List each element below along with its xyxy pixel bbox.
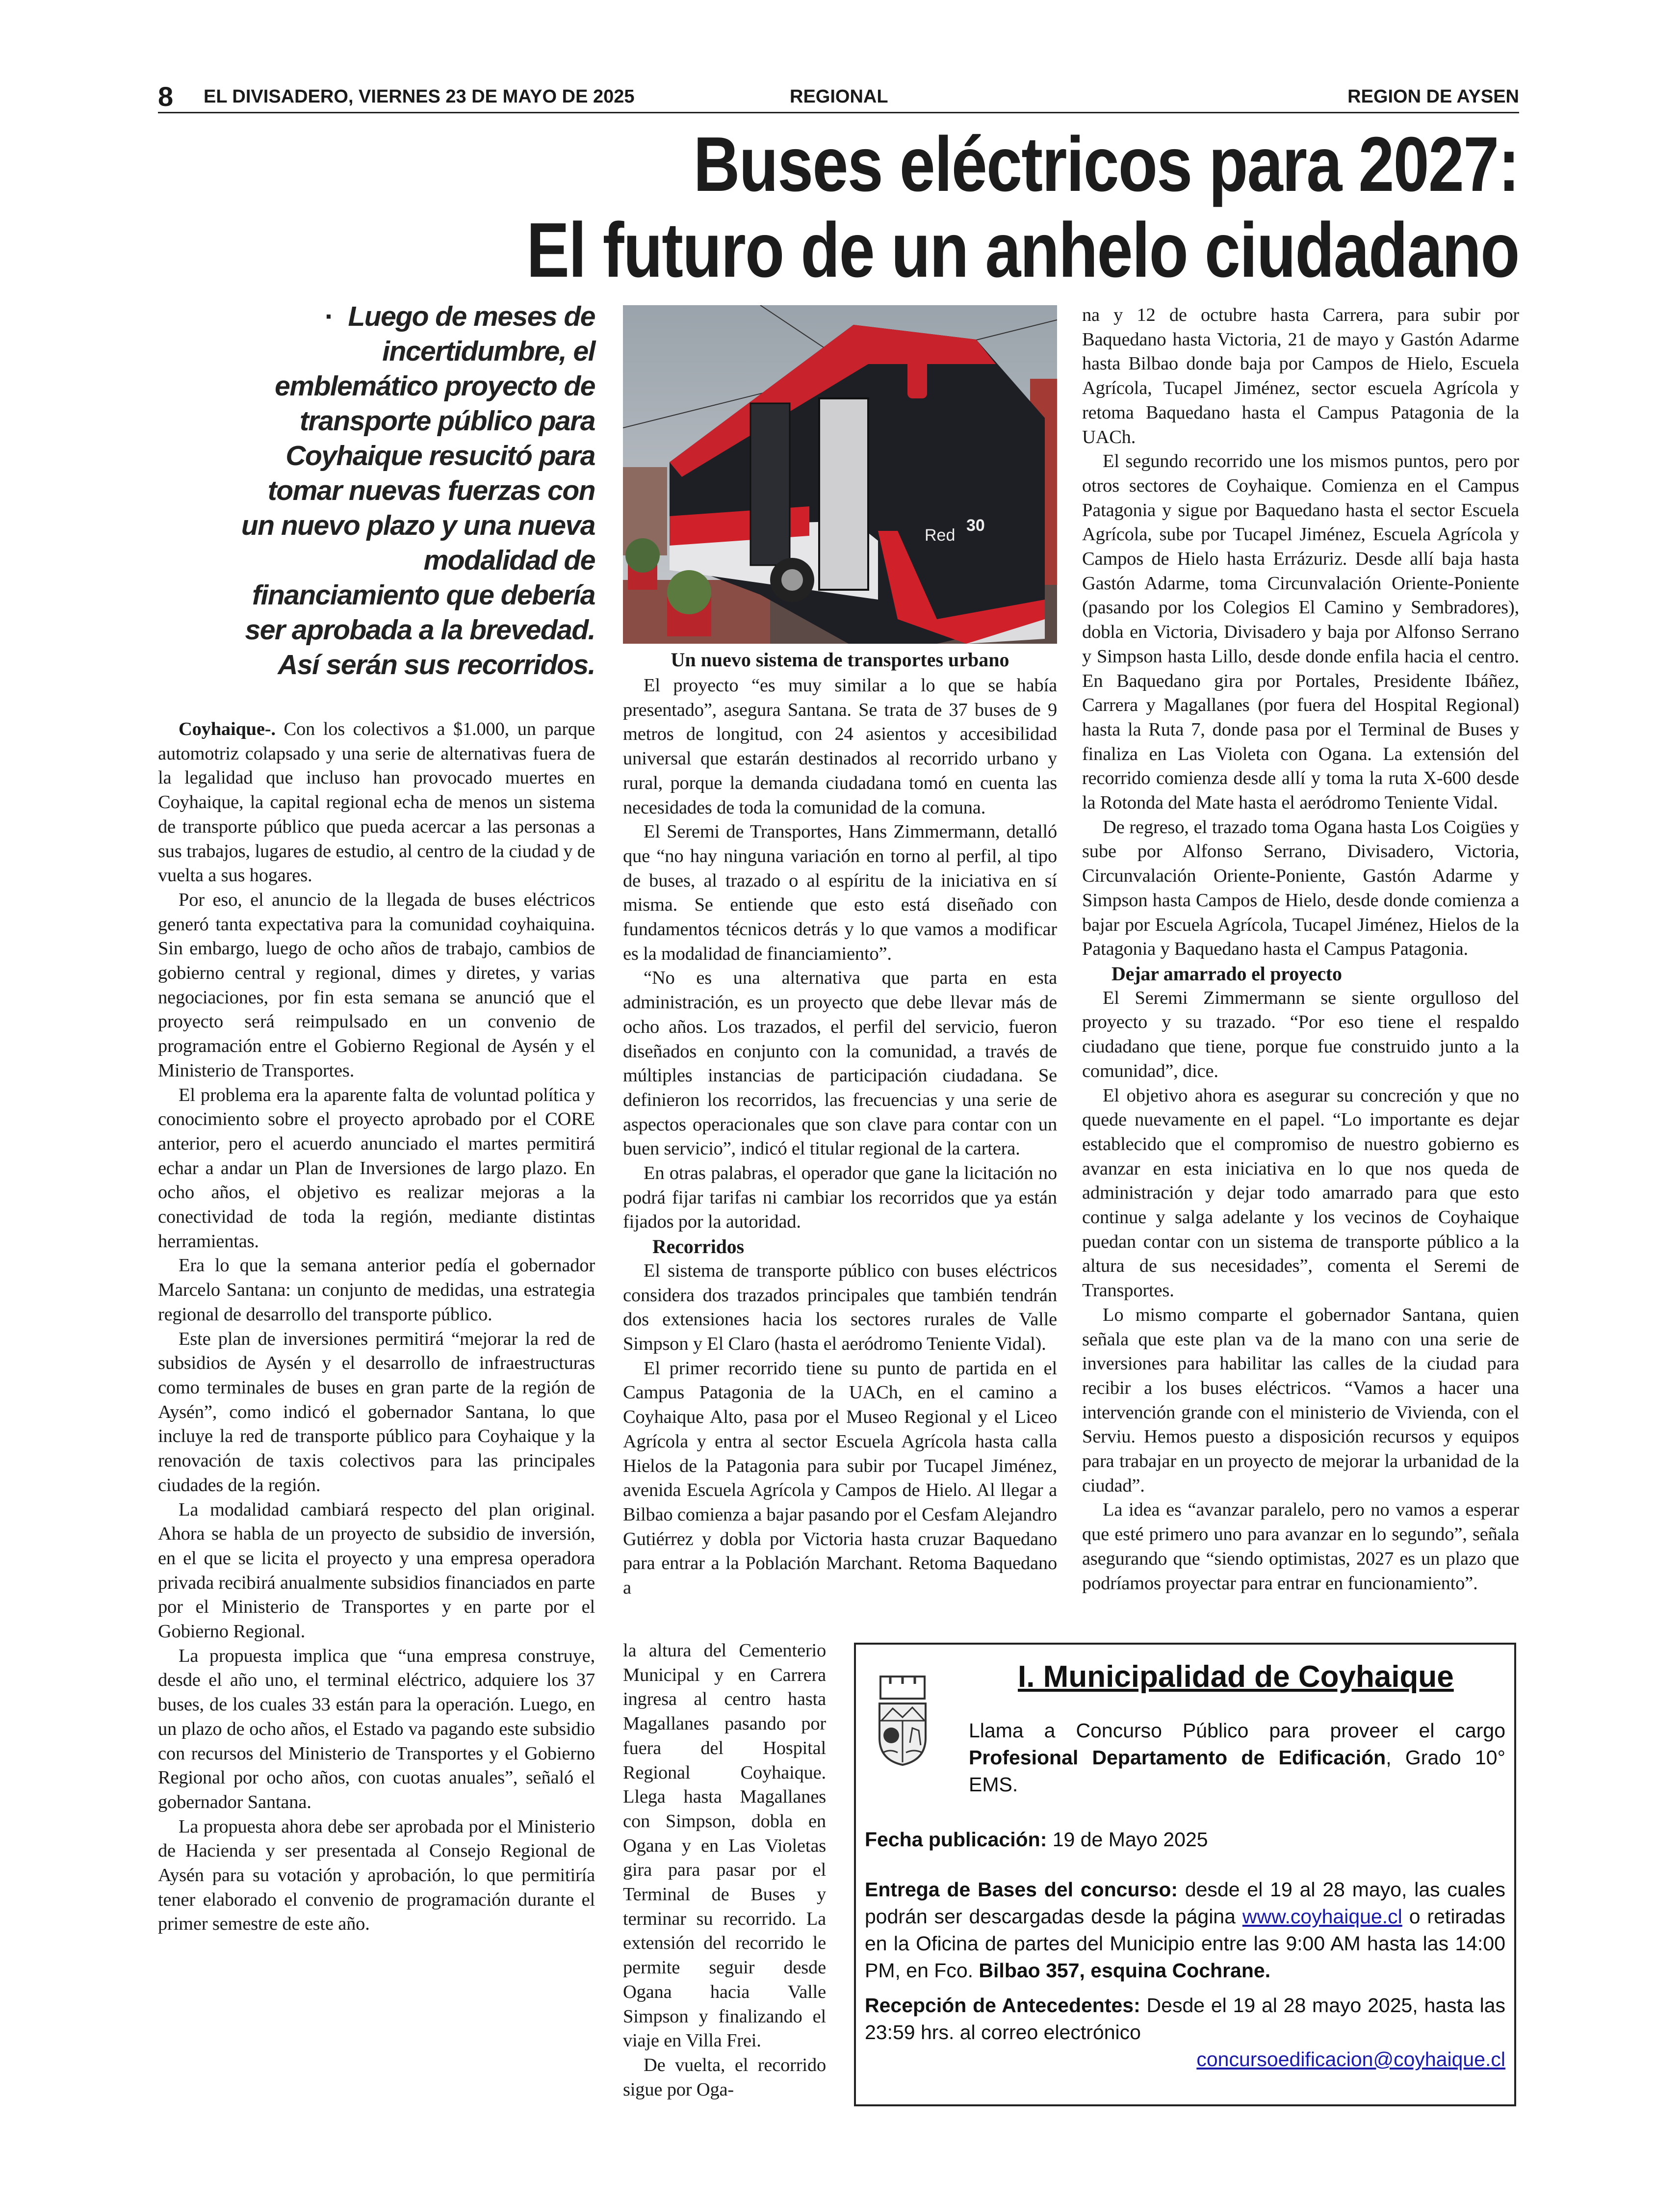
paragraph: La modalidad cambiará respecto del plan original. Ahora se habla de un proyecto de subsidio de inversión, en el que se licita el proyecto y una empresa operadora privada recibirá anualmente subsidios financiados en parte por el Ministerio de Transportes y en parte por el Gobierno Regional. [158, 1499, 595, 1642]
header-rule [158, 112, 1519, 113]
paragraph: El proyecto “es muy similar a lo que se había presentado”, asegura Santana. Se trata de 37 buses de 9 metros de longitud, con 24 asientos y accesibilidad universal que estarán destinados al recorrido urbano y rural, porque la demanda ciudadana tomó en cuenta las necesidades de toda la comunidad de la comuna. [623, 675, 1057, 818]
paragraph: Era lo que la semana anterior pedía el gobernador Marcelo Santana: un conjunto de medidas, una estrategia regional de desarrollo del transporte público. [158, 1255, 595, 1325]
municipal-ad [854, 1643, 1516, 2106]
fecha-value: 19 de Mayo 2025 [1047, 1828, 1208, 1851]
paragraph: Por eso, el anuncio de la llegada de buses eléctricos generó tanta expectativa para la comunidad coyhaiquina. Sin embargo, luego de ocho años de trabajo, cambios de gobierno central y regional, dimes y diretes, y varias negociaciones, por fin esta semana se anunció que el proyecto será reimpulsado en un convenio de programación entre el Gobierno Regional de Aysén y el Ministerio de Transportes. [158, 889, 595, 1081]
coat-of-arms-icon [876, 1674, 930, 1767]
paragraph: De regreso, el trazado toma Ogana hasta Los Coigües y sube por Alfonso Serrano, Divisadero, Victoria, Circunvalación Oriente-Poniente, Gastón Adarme y Simpson hasta Campos de Hielo, desde donde comienza a bajar por Escuela Agrícola, Tucapel Jiménez, Hielos de la Patagonia y Baquedano hasta el Campus Patagonia. [1082, 816, 1519, 960]
email-link[interactable]: concursoedificacion@coyhaique.cl [1196, 2048, 1505, 2071]
bus-photo [623, 305, 1057, 644]
bus-route-number: 30 [966, 516, 985, 535]
paragraph: La propuesta implica que “una empresa construye, desde el año uno, el terminal eléctrico, adquiere los 37 buses, de los cuales 33 están para la operación. Luego, en un plazo de ocho años, el Estado va pagando este subsidio con recursos del Ministerio de Transportes y el Gobierno Regional por ocho años, con cuotas anuales”, señaló el gobernador Santana. [158, 1645, 595, 1812]
fecha-label: Fecha publicación: [865, 1828, 1047, 1851]
paragraph: En otras palabras, el operador que gane la licitación no podrá fijar tarifas ni cambiar los recorridos que ya están fijados por la autoridad. [623, 1163, 1057, 1232]
article-deck [231, 299, 595, 682]
ad-title: I. Municipalidad de Coyhaique [1018, 1660, 1454, 1694]
paragraph: El segundo recorrido une los mismos puntos, pero por otros sectores de Coyhaique. Comienza en el Campus Patagonia y sigue por Baquedano hasta el sector Escuela Agrícola, sube por Tucapel Jiménez, Escuela Agrícola y Campos de Hielo hasta Errázuriz. Desde allí baja hasta Gastón Adarme, toma Circunvalación Oriente-Poniente (pasando por los Colegios El Camino y Sembradores), dobla en Victoria, Divisadero y baja por Alfonso Serrano y Simpson hasta Lillo, desde donde enfila hacia el centro. En Baquedano gira por Portales, Presidente Ibáñez, Carrera y Magallanes (por fuera del Hospital Regional) hasta la Ruta 7, donde pasa por el Terminal de Buses y finaliza en Las Violeta con Ogana. La extensión del recorrido comienza desde allí y toma la ruta X-600 desde la Rotonda del Mate hasta el aeródromo Teniente Vidal. [1082, 451, 1519, 813]
bases-address: Bilbao 357, esquina Cochrane. [979, 1959, 1271, 1982]
ad-email-row [865, 2046, 1505, 2073]
website-link[interactable]: www.coyhaique.cl [1242, 1905, 1402, 1928]
recepcion-text: Desde el 19 al 28 mayo 2025, hasta las 23:59 hrs. al correo electrónico [865, 1994, 1505, 2044]
paragraph: Lo mismo comparte el gobernador Santana, quien señala que este plan va de la mano con una serie de inversiones para habilitar las calles de la ciudad para recibir a los buses eléctricos. “Vamos a hacer una intervención grande con el ministerio de Vivienda, con el Serviu. Hemos puesto a disposición recursos y equipos para trabajar en un proyecto de mejorar la urbanidad de la ciudad”. [1082, 1304, 1519, 1496]
section-label: REGIONAL [790, 86, 888, 107]
bases-label: Entrega de Bases del concurso: [865, 1878, 1178, 1901]
deck-bullet: · [325, 301, 334, 332]
intro-text: Llama a Concurso Público para proveer el cargo [969, 1719, 1505, 1742]
paragraph: Este plan de inversiones permitirá “mejorar la red de subsidios de Aysén y el desarrollo de infraestructuras como terminales de buses en gran parte de la región de Aysén”, como indicó el gobernador Santana, lo que incluye la red de transporte público para Coyhaique y la renovación de taxis colectivos para las principales ciudades de la región. [158, 1328, 595, 1495]
ad-bases [865, 1876, 1505, 1984]
intro-grade: , Grado 10° EMS. [969, 1746, 1506, 1796]
job-title: Profesional Departamento de Edificación [969, 1746, 1386, 1769]
bases-text: desde el 19 al 28 mayo, las cuales podrán ser descargadas desde la página [865, 1878, 1505, 1928]
paragraph: El problema era la aparente falta de voluntad política y conocimiento sobre el proyecto aprobado por el CORE anterior, pero el acuerdo anunciado el martes permitirá echar a andar un Plan de Inversiones de largo plazo. En ocho años, el objetivo es realizar mejoras a la conectividad de toda la región, mediante distintas herramientas. [158, 1084, 595, 1252]
bus-brand-label: Red [925, 526, 956, 545]
headline-line-2: El futuro de un anhelo ciudadano [526, 207, 1519, 293]
section-heading-recorridos: Recorridos [652, 1235, 744, 1258]
paragraph: El sistema de transporte público con buses eléctricos considera dos trazados principales que también tendrán dos extensiones hacia los sectores rurales de Valle Simpson y El Claro (hasta el aeródromo Teniente Vidal). [623, 1260, 1057, 1354]
publication-date: EL DIVISADERO, VIERNES 23 DE MAYO DE 2025 [204, 86, 635, 107]
page-number: 8 [158, 81, 174, 112]
ad-recepcion [865, 1992, 1505, 2046]
dateline: Coyhaique-. [179, 719, 276, 739]
region-label: REGION DE AYSEN [1347, 86, 1519, 107]
bases-text-2: o retiradas en la Oficina de partes del Municipio entre las 9:00 AM hasta las 14:00 PM, en Fco. [865, 1905, 1505, 1982]
paragraph: “No es una alternativa que parta en esta administración, es un proyecto que debe llevar más de ocho años. Los trazados, el perfil del servicio, fueron diseñados en conjunto con la comunidad, a través de múltiples instancias de participación ciudadana. Se definieron los recorridos, las frecuencias y una serie de aspectos operacionales que son clave para contar con un buen servicio”, indicó el titular regional de la cartera. [623, 968, 1057, 1159]
paragraph: la altura del Cementerio Municipal y en Carrera ingresa al centro hasta Magallanes pasando por fuera del Hospital Regional Coyhaique. Llega hasta Magallanes con Simpson, dobla en Ogana y en Las Violetas gira para pasar por el Terminal de Buses y terminar su recorrido. La extensión del recorrido le permite seguir desde Ogana hacia Valle Simpson y finalizando el viaje en Villa Frei. [623, 1640, 826, 2051]
ad-fecha [865, 1826, 1505, 1853]
ad-intro [969, 1717, 1505, 1798]
paragraph: La propuesta ahora debe ser aprobada por el Ministerio de Hacienda y ser presentada al Consejo Regional de Aysén para su votación y aprobación, lo que permitiría tener elaborado el convenio de programación durante el primer semestre de este año. [158, 1816, 595, 1935]
article-column-3 [1082, 303, 1519, 1596]
article-column-1 [158, 717, 595, 1937]
article-column-2-narrow [623, 1639, 826, 2102]
paragraph: El Seremi Zimmermann se siente orgulloso del proyecto y su trazado. “Por eso tiene el respaldo ciudadano que tiene, porque fue construido junto a la comunidad”, dice. [1082, 987, 1519, 1081]
paragraph: Con los colectivos a $1.000, un parque automotriz colapsado y una serie de alternativas fuera de la legalidad que incluso han provocado muertes en Coyhaique, la capital regional echa de menos un sistema de transporte público que pueda acercar a las personas a sus trabajos, lugares de estudio, al centro de la ciudad y de vuelta a sus hogares. [158, 719, 595, 886]
headline-line-1: Buses eléctricos para 2027: [694, 121, 1519, 208]
article-column-2 [623, 674, 1057, 1600]
paragraph: La idea es “avanzar paralelo, pero no vamos a esperar que esté primero uno para avanzar en lo segundo”, señala asegurando que “siendo optimistas, 2027 es un plazo que podríamos proyectar para entrar en funcionamiento”. [1082, 1499, 1519, 1594]
paragraph: De vuelta, el recorrido sigue por Oga- [623, 2054, 826, 2100]
paragraph: El Seremi de Transportes, Hans Zimmermann, detalló que “no hay ninguna variación en torno al perfil, al tipo de buses, al trazado o al espíritu de la iniciativa en sí misma. Se entiende que esto está diseñado con fundamentos técnicos detrás y lo que vamos a modificar es la modalidad de financiamiento”. [623, 821, 1057, 964]
deck-text: Luego de meses de incertidumbre, el emblemático proyecto de transporte público para Coyhaique resucitó para tomar nuevas fuerzas con un nuevo plazo y una nueva modalidad de financiamiento que debería ser aprobada a la brevedad. Así serán sus recorridos. [241, 301, 595, 681]
paragraph: El primer recorrido tiene su punto de partida en el Campus Patagonia de la UACh, en el camino a Coyhaique Alto, pasa por el Museo Regional y el Liceo Agrícola y entra al sector Escuela Agrícola hasta calla Hielos de la Patagonia para subir por Tucapel Jiménez, avenida Escuela Agrícola y Campos de Hielo. Al llegar a Bilbao comienza a bajar pasando por el Cesfam Alejandro Gutiérrez y dobla por Victoria hasta cruzar Baquedano para entrar a la Población Marchant. Retoma Baquedano a [623, 1358, 1057, 1599]
paragraph: na y 12 de octubre hasta Carrera, para subir por Baquedano hasta Victoria, 21 de mayo y Gastón Adarme hasta Bilbao donde baja por Campos de Hielo, Escuela Agrícola, Tucapel Jiménez, sector escuela Agrícola y retoma Baquedano hasta el Campus Patagonia de la UACh. [1082, 305, 1519, 447]
photo-caption: Un nuevo sistema de transportes urbano [671, 649, 1009, 671]
section-heading-amarrado: Dejar amarrado el proyecto [1111, 962, 1342, 985]
paragraph: El objetivo ahora es asegurar su concreción y que no quede nuevamente en el papel. “Lo importante es dejar establecido que el compromiso de nuestro gobierno es avanzar en esta iniciativa en lo que nos queda de administración y dejar todo amarrado para que esto continue y salga adelante y los vecinos de Coyhaique puedan contar con un sistema de transporte público a la altura de sus necesidades”, comenta el Seremi de Transportes. [1082, 1085, 1519, 1301]
recepcion-label: Recepción de Antecedentes: [865, 1994, 1140, 2017]
